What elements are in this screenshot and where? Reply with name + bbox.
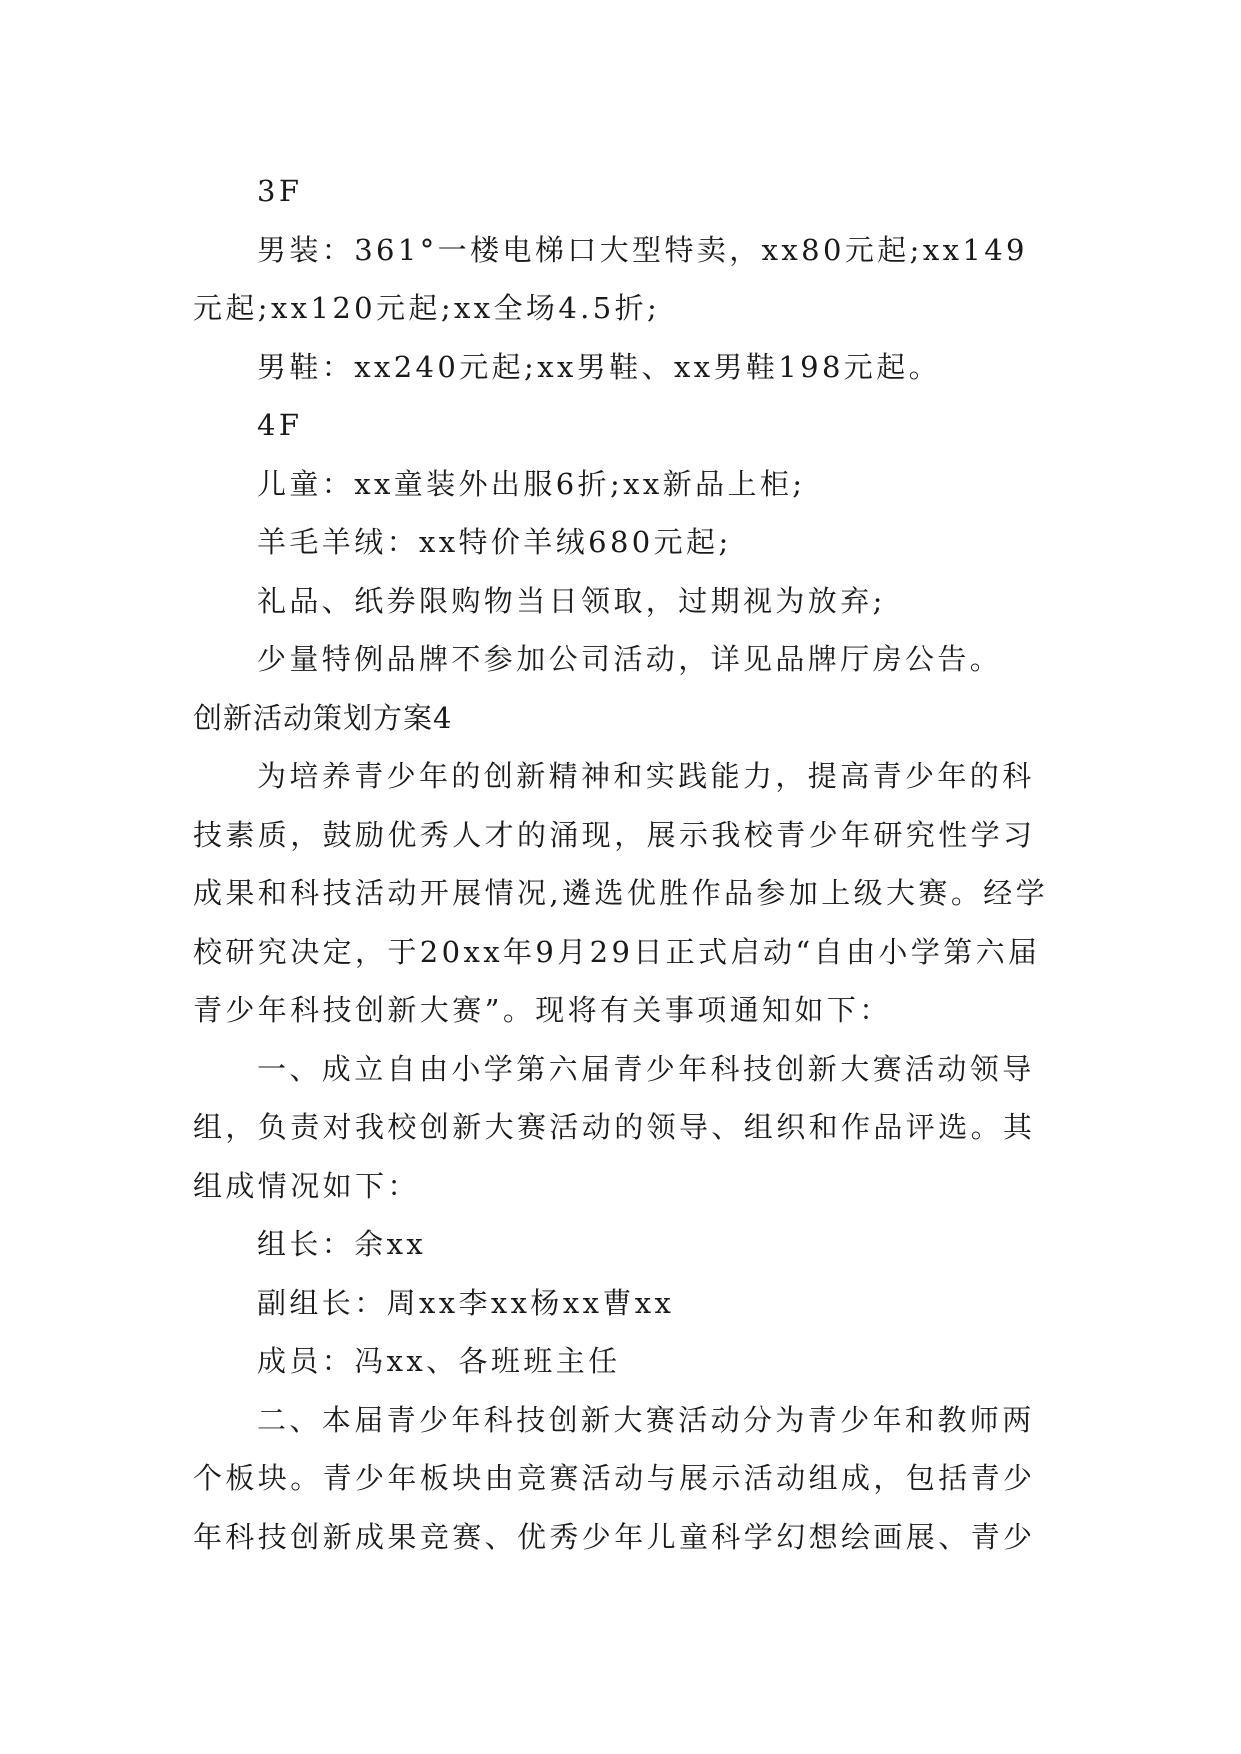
paragraph-deputy-leaders: 副组长：周xx李xx杨xx曹xx xyxy=(257,1285,675,1320)
section-title: 创新活动策划方案4 xyxy=(193,700,453,735)
paragraph-gift-note: 礼品、纸券限购物当日领取，过期视为放弃; xyxy=(257,583,886,618)
paragraph-wool: 羊毛羊绒：xx特价羊绒680元起; xyxy=(257,525,732,559)
paragraph-mens-shoes: 男鞋：xx240元起;xx男鞋、xx男鞋198元起。 xyxy=(257,349,942,384)
paragraph-leader: 组长：余xx xyxy=(257,1227,427,1261)
paragraph-intro: 为培养青少年的创新精神和实践能力，提高青少年的科技素质，鼓励优秀人才的涌现，展示我校青少年研究性学习成果和科技活动开展情况,遴选优胜作品参加上级大赛。经学校研究决定，于20xx年9月29日正式启动“自由小学第六届青少年科技创新大赛”。现将有关事项通知如下： xyxy=(193,759,1049,1027)
paragraph-item-2: 二、本届青少年科技创新大赛活动分为青少年和教师两个板块。青少年板块由竞赛活动与展示活动组成，包括青少年科技创新成果竞赛、优秀少年儿童科学幻想绘画展、青少 xyxy=(193,1402,1036,1554)
paragraph-mens-clothing: 男装：361°一楼电梯口大型特卖，xx80元起;xx149元起;xx120元起;xx全场4.5折; xyxy=(193,232,1028,325)
document-body xyxy=(193,162,1053,1566)
paragraph-item-1: 一、成立自由小学第六届青少年科技创新大赛活动领导组，负责对我校创新大赛活动的领导、组织和作品评选。其组成情况如下： xyxy=(193,1051,1036,1203)
paragraph-members: 成员：冯xx、各班班主任 xyxy=(257,1344,621,1378)
paragraph-floor-3f: 3F xyxy=(257,174,303,208)
paragraph-floor-4f: 4F xyxy=(257,408,303,442)
paragraph-children: 儿童：xx童装外出服6折;xx新品上柜; xyxy=(257,466,806,501)
paragraph-brand-note: 少量特例品牌不参加公司活动，详见品牌厅房公告。 xyxy=(257,642,1003,676)
